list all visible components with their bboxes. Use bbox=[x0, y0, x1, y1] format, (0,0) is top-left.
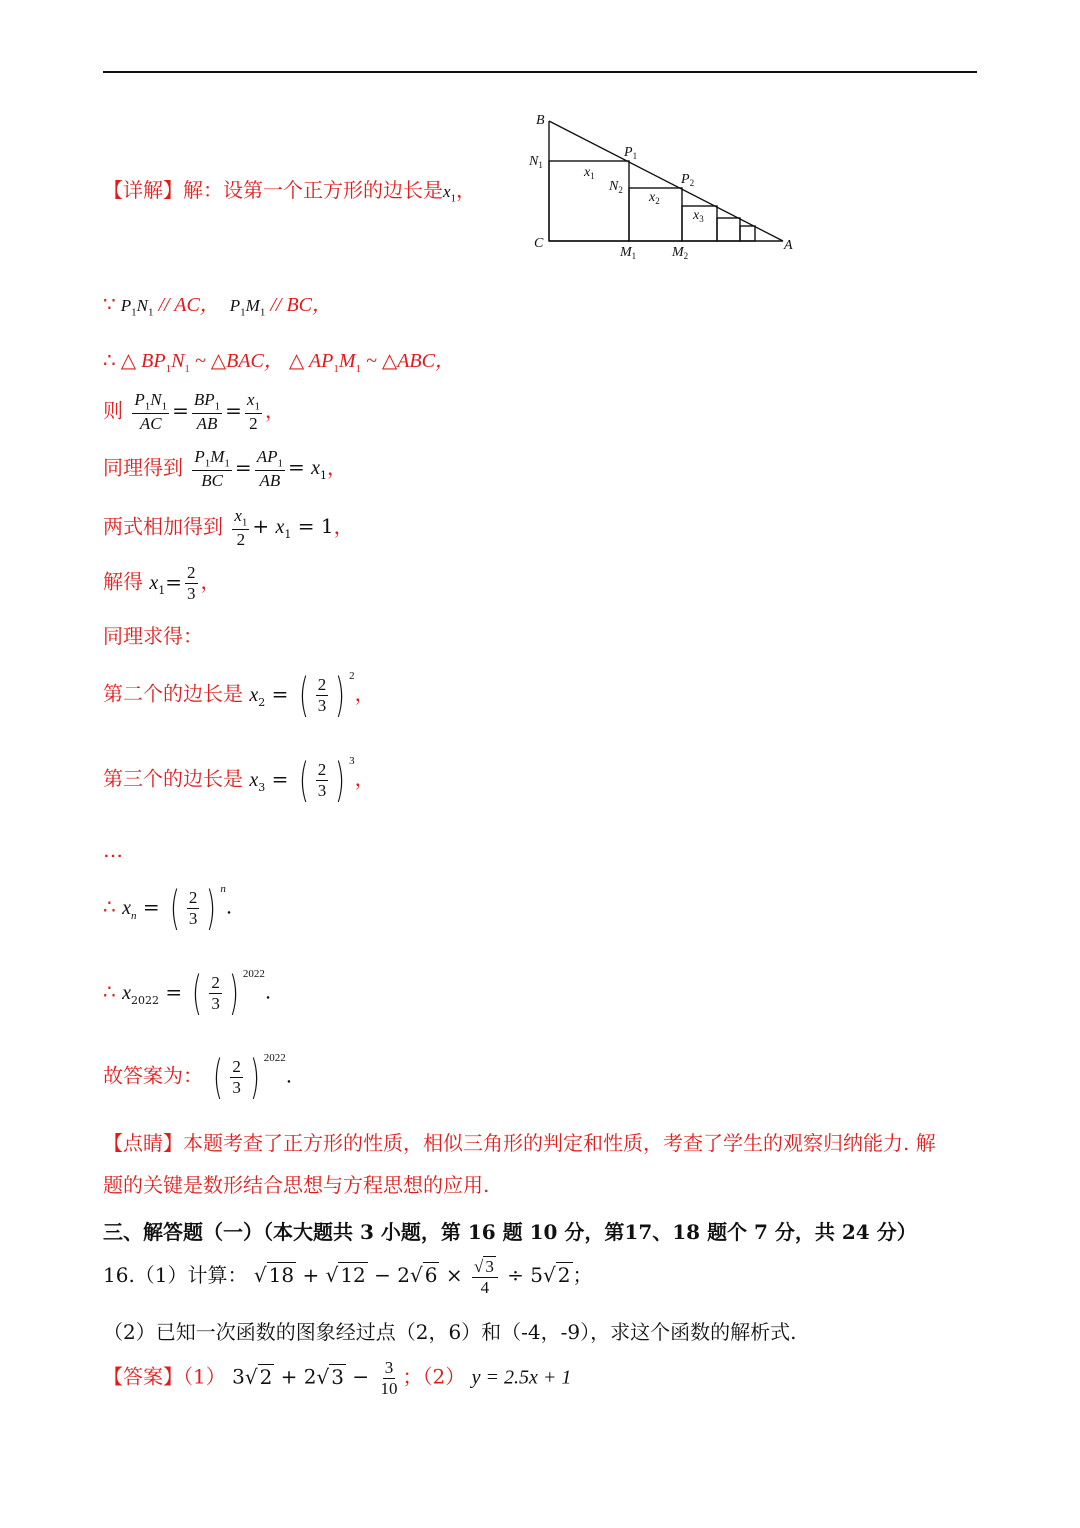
solve-line: 解得 $x_1=$ $\frac{2}{3}$ ， bbox=[103, 563, 221, 603]
side-ba bbox=[549, 121, 783, 241]
triangle-squares-figure bbox=[525, 108, 800, 263]
q16-part2: （2）已知一次函数的图象经过点（2，6）和（-4，-9），求这个函数的解析式. bbox=[103, 1320, 797, 1344]
label-p2: $P_2$ bbox=[681, 172, 695, 188]
remark-prefix: 【点睛】 bbox=[103, 1131, 183, 1155]
label-x3: $x_3$ bbox=[693, 208, 704, 224]
similar-line: ∴ △ $BP_1N_1$ ~ △BAC， △ $AP_1M_1$ ~ △ABC， bbox=[103, 350, 455, 375]
x2022-line: ∴ $x_{2022}$ = ( $\frac{2}{3}$ ) 2022 . bbox=[103, 966, 272, 1020]
label-n2: $N_2$ bbox=[609, 179, 623, 195]
remark-text-1: 本题考查了正方形的性质，相似三角形的判定和性质，考查了学生的观察归纳能力. 解 bbox=[183, 1131, 936, 1155]
label-x1: $x_1$ bbox=[584, 165, 595, 181]
label-p1: $P_1$ bbox=[624, 145, 638, 161]
label-m2: $M_2$ bbox=[672, 245, 689, 261]
header-rule bbox=[103, 71, 977, 73]
same-find-line: 同理求得： bbox=[103, 624, 203, 648]
ratio-line-1: 则 $\frac{P_1N_1}{AC}$ = $\frac{BP_1}{AB}$ = $\frac{x_1}{2}$ ， bbox=[103, 390, 285, 434]
label-x2: $x_2$ bbox=[649, 190, 660, 206]
section-heading: 三、解答题（一）（本大题共 3 小题，第 16 题 10 分，第17、18 题个 7 分，共 24 分） bbox=[103, 1220, 917, 1244]
final-answer-line: 故答案为： ( $\frac{2}{3}$ ) 2022 . bbox=[103, 1050, 293, 1104]
detail-intro: 【详解】解：设第一个正方形的边长是$x_1$， bbox=[103, 178, 477, 205]
ratio-line-2: 同理得到 $\frac{P_1M_1}{BC}$ = $\frac{AP_1}{AB}$ = $x_1$， bbox=[103, 447, 347, 491]
q16-part1: 16.（1）计算： √ 18 + √ 12 − 2 √ 6 × √ 3 4 ÷ 5 √ 2 ； bbox=[103, 1257, 593, 1297]
sum-line: 两式相加得到 $\frac{x_1}{2}$ + $x_1 = 1$， bbox=[103, 506, 354, 550]
third-side-line: 第三个的边长是 $x_3$ = ( $\frac{2}{3}$ ) 3 ， bbox=[103, 753, 375, 807]
label-c: C bbox=[534, 236, 544, 251]
answer-line: 【答案】（1） 3 √ 2 + 2 √ 3 − $\frac{3}{10}$ ；（2） y = 2.5x + 1 bbox=[103, 1358, 572, 1398]
label-m1: $M_1$ bbox=[620, 245, 637, 261]
label-n1: $N_1$ bbox=[529, 154, 543, 170]
remark-text-2: 题的关键是数形结合思想与方程思想的应用. bbox=[103, 1173, 490, 1197]
xn-line: ∴ $x_n$ = ( $\frac{2}{3}$ ) n . bbox=[103, 881, 233, 935]
square-5 bbox=[740, 226, 755, 241]
label-b: B bbox=[536, 113, 545, 128]
remark-block bbox=[103, 1122, 979, 1206]
label-a: A bbox=[784, 238, 793, 253]
ellipsis-line: … bbox=[103, 838, 123, 862]
because-line: ∵ $P_1N_1$ // AC， $P_1M_1$ // BC， bbox=[103, 294, 333, 319]
square-4 bbox=[717, 218, 740, 241]
second-side-line: 第二个的边长是 $x_2$ = ( $\frac{2}{3}$ ) 2 ， bbox=[103, 668, 375, 722]
